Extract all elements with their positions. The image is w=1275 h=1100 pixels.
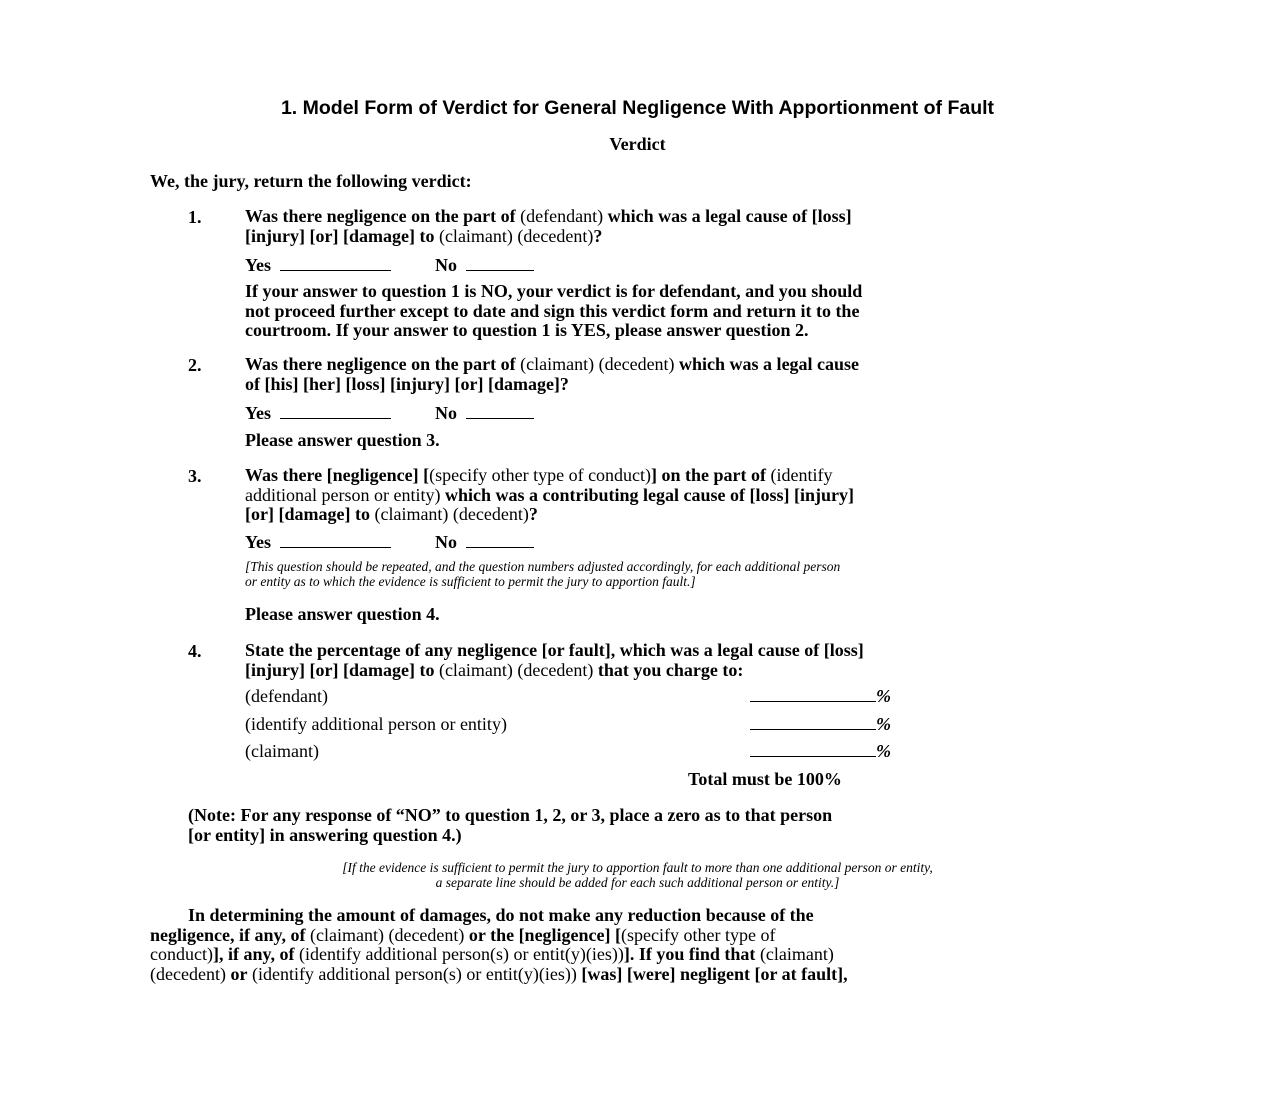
q3-line3-b: (claimant) (decedent): [374, 504, 529, 524]
percent-sign: %: [876, 686, 891, 706]
percentage-row-field: [750, 742, 891, 762]
closing-l4-a: (decedent): [150, 963, 226, 984]
question-1-text: [245, 207, 1125, 246]
q3-line2-a: additional person or entity): [245, 484, 441, 505]
percentage-blank-field[interactable]: [750, 715, 876, 730]
percentage-row-label: (identify additional person or entity): [245, 714, 507, 734]
q1-line1-c: which was a legal cause of [loss]: [607, 206, 852, 226]
q3-line2-b: which was a contributing legal cause of [loss] [injury]: [444, 484, 854, 505]
percentage-row-field: [750, 715, 891, 735]
question-2-text: [245, 355, 1125, 394]
percentage-row-label: (claimant): [245, 741, 319, 761]
percent-sign: %: [876, 714, 891, 734]
question-4-number: 4.: [188, 641, 202, 661]
question-3-repeat-note: [245, 560, 840, 589]
no-blank-field[interactable]: [466, 404, 534, 419]
question-3-number: 3.: [188, 466, 202, 486]
q1-line2-b: (claimant) (decedent): [438, 225, 594, 246]
closing-l3-d: ]. If you find that: [623, 944, 756, 964]
no-label: No: [435, 403, 457, 423]
yes-blank-field[interactable]: [280, 533, 391, 548]
question-3-answer-row: [245, 532, 534, 553]
q2-line1-a: Was there negligence on the part of: [245, 354, 516, 374]
q2-line1-c: which was a legal cause: [679, 354, 860, 374]
total-note: Total must be 100%: [688, 769, 842, 789]
q3-line1-d: (identify: [770, 465, 833, 485]
closing-l3-a: conduct): [150, 944, 213, 964]
no-blank-field[interactable]: [466, 533, 534, 548]
closing-l2-d: (specify other type of: [621, 924, 776, 945]
no-blank-field[interactable]: [466, 256, 534, 271]
bracket-note-line-2: a separate line should be added for each such additional person or entity.]: [435, 874, 840, 890]
yes-blank-field[interactable]: [280, 256, 391, 271]
q1-line1-b: (defendant): [520, 206, 604, 226]
q3-line3-a: [or] [damage] to: [245, 504, 370, 524]
question-1-instruction: [245, 282, 1125, 341]
closing-l2-a: negligence, if any, of: [150, 924, 306, 945]
q3-line1-b: (specify other type of conduct): [429, 465, 652, 485]
q2-line1-b: (claimant) (decedent): [520, 354, 675, 374]
q3-line3-c: ?: [528, 504, 538, 524]
zero-note-line-2: [or entity] in answering question 4.): [188, 824, 462, 845]
question-4-text: [245, 641, 1125, 680]
question-2-instruction: Please answer question 3.: [245, 430, 440, 450]
percentage-row-label: (defendant): [245, 686, 328, 706]
yes-label: Yes: [245, 255, 271, 275]
closing-line-3: [150, 945, 1140, 965]
closing-l3-b: ], if any, of: [212, 944, 295, 964]
zero-note-line-1: (Note: For any response of “NO” to question 1, 2, or 3, place a zero as to that person: [188, 805, 833, 825]
q3-note-line-1: [This question should be repeated, and the question numbers adjusted accordingly, for each additional person: [245, 559, 841, 574]
closing-l3-c: (identify additional person(s) or entit(y)(ies)): [299, 944, 624, 964]
closing-l4-b: or: [230, 963, 248, 984]
closing-line-4: [150, 965, 1140, 985]
closing-paragraph: [150, 906, 1140, 984]
additional-party-note: [0, 861, 1275, 890]
question-2-number: 2.: [188, 355, 202, 375]
q1-line2-a: [injury] [or] [damage] to: [245, 225, 435, 246]
yes-blank-field[interactable]: [280, 404, 391, 419]
percentage-blank-field[interactable]: [750, 742, 876, 757]
bracket-note-line-1: [If the evidence is sufficient to permit the jury to apportion fault to more than one additional person or entity,: [342, 860, 933, 875]
closing-l4-c: (identify additional person(s) or entit(y)(ies)): [251, 963, 577, 984]
page-subtitle: Verdict: [609, 134, 666, 154]
q4-line1: State the percentage of any negligence [or fault], which was a legal cause of [loss]: [245, 640, 864, 660]
closing-l2-b: (claimant) (decedent): [310, 924, 465, 945]
percent-sign: %: [876, 741, 891, 761]
closing-line-2: [150, 926, 1140, 946]
question-1-number: 1.: [188, 207, 202, 227]
closing-line-1: In determining the amount of damages, do not make any reduction because of the: [188, 905, 814, 925]
q3-line1-c: ] on the part of: [651, 465, 767, 485]
closing-l4-d: [was] [were] negligent [or at fault],: [581, 963, 848, 984]
percentage-row-field: [750, 687, 891, 707]
q1-instruction-line-2: not proceed further except to date and sign this verdict form and return it to the: [245, 300, 860, 321]
question-3-text: [245, 466, 1125, 525]
percentage-blank-field[interactable]: [750, 687, 876, 702]
q2-line2: of [his] [her] [loss] [injury] [or] [damage]?: [245, 373, 569, 394]
page-title: 1. Model Form of Verdict for General Negligence With Apportionment of Fault: [280, 97, 995, 119]
closing-l3-e: (claimant): [759, 944, 834, 964]
yes-label: Yes: [245, 403, 271, 423]
intro-text: We, the jury, return the following verdict:: [150, 171, 472, 191]
question-3-instruction: Please answer question 4.: [245, 604, 440, 624]
q1-instruction-line-3: courtroom. If your answer to question 1 is YES, please answer question 2.: [245, 320, 809, 340]
q3-note-line-2: or entity as to which the evidence is sufficient to permit the jury to apportion fault.]: [245, 573, 696, 589]
q4-line2-c: that you charge to:: [597, 659, 744, 680]
q4-line2-a: [injury] [or] [damage] to: [245, 659, 435, 680]
q1-instruction-line-1: If your answer to question 1 is NO, your verdict is for defendant, and you should: [245, 281, 863, 301]
question-1-answer-row: [245, 255, 534, 276]
q1-line2-c: ?: [593, 225, 603, 246]
zero-note: [188, 806, 832, 845]
no-label: No: [435, 532, 457, 552]
q3-line1-a: Was there [negligence] [: [245, 465, 430, 485]
yes-label: Yes: [245, 532, 271, 552]
q1-line1-a: Was there negligence on the part of: [245, 206, 516, 226]
q4-line2-b: (claimant) (decedent): [438, 659, 594, 680]
closing-l2-c: or the [negligence] [: [468, 924, 622, 945]
no-label: No: [435, 255, 457, 275]
question-2-answer-row: [245, 403, 534, 424]
